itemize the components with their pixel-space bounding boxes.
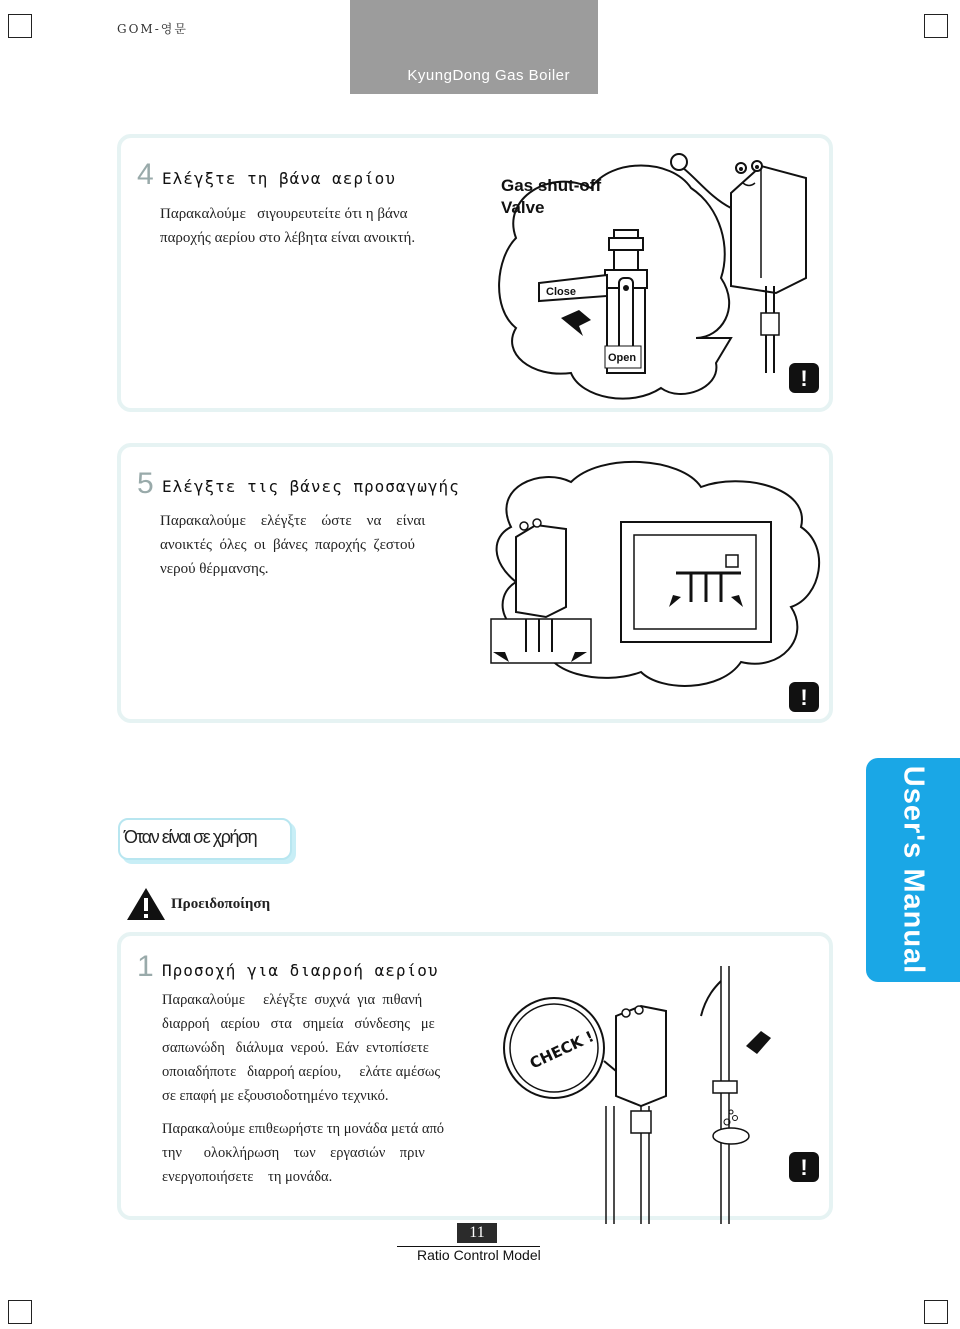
caution-label: Προειδοποίηση (171, 896, 271, 912)
valve-close-label: Close (546, 286, 576, 298)
warning-icon (789, 363, 819, 393)
desc-line: ανοικτές όλες οι βάνες παροχής ζεστού (160, 537, 415, 553)
svg-text:!: ! (800, 366, 808, 391)
warning-icon (789, 1152, 819, 1182)
valve-open-label: Open (608, 352, 637, 364)
svg-text:!: ! (800, 1155, 808, 1180)
brand-banner (350, 0, 598, 94)
desc-line: Παρακαλούμε ελέγξτε συχνά για πιθανή (162, 992, 423, 1008)
crop-mark-bottom-right (924, 1300, 948, 1324)
step-title: Ελέγξτε τη βάνα αερίου (162, 169, 396, 188)
step-number: 5 (137, 467, 154, 500)
desc-line: Παρακαλούμε ελέγξτε ώστε να είναι (160, 513, 426, 529)
caution-triangle-icon (126, 887, 166, 921)
desc-line: σαπωνώδη διάλυμα νερού. Εάν εντοπίσετε (162, 1040, 429, 1056)
svg-text:!: ! (800, 685, 808, 710)
check-label: CHECK ! (526, 1027, 597, 1073)
note-line: Παρακαλούμε επιθεωρήστε τη μονάδα μετά από (162, 1121, 445, 1137)
warning-icon (789, 682, 819, 712)
step-number: 1 (137, 950, 154, 983)
step-title: Προσοχή για διαρροή αερίου (162, 961, 439, 980)
section-title: Όταν είναι σε χρήση (124, 827, 257, 847)
crop-mark-bottom-left (8, 1300, 32, 1324)
step-title: Ελέγξτε τις βάνες προσαγωγής (162, 477, 460, 496)
valve-title-line1: Gas shut-off (501, 176, 602, 195)
footer-model: Ratio Control Model (417, 1247, 541, 1263)
step4-panel (117, 134, 833, 412)
note-line: την ολοκλήρωση των εργασιών πριν (162, 1145, 425, 1161)
gas-leak-check-illustration (121, 936, 837, 1224)
note-line: ενεργοποιήσετε τη μονάδα. (162, 1169, 333, 1185)
step-number: 4 (137, 158, 154, 191)
supply-valves-illustration (121, 447, 837, 727)
header-tag: GOM-영문 (117, 22, 188, 36)
desc-line: παροχής αερίου στο λέβητα είναι ανοικτή. (160, 230, 416, 246)
step5-panel (117, 443, 833, 723)
users-manual-label: User's Manual (897, 765, 930, 975)
step1-panel (117, 932, 833, 1220)
users-manual-tab (866, 758, 960, 982)
desc-line: οποιαδήποτε διαρροή αερίου, ελάτε αμέσως (162, 1064, 441, 1080)
desc-line: νερού θέρμανσης. (160, 561, 269, 577)
turn-arrow-icon (561, 310, 591, 336)
brand-title: KyungDong Gas Boiler (407, 67, 570, 84)
crop-mark-top-left (8, 14, 32, 38)
desc-line: διαρροή αερίου στα σημεία σύνδεσης με (162, 1016, 435, 1032)
gas-valve-illustration (121, 138, 837, 416)
desc-line: σε επαφή με εξουσιοδοτημένο τεχνικό. (162, 1088, 389, 1104)
desc-line: Παρακαλούμε σιγουρευτείτε ότι η βάνα (160, 206, 408, 222)
valve-title-line2: Valve (501, 198, 545, 217)
section-title-pill (118, 818, 292, 860)
page-number: 11 (457, 1223, 497, 1243)
crop-mark-top-right (924, 14, 948, 38)
